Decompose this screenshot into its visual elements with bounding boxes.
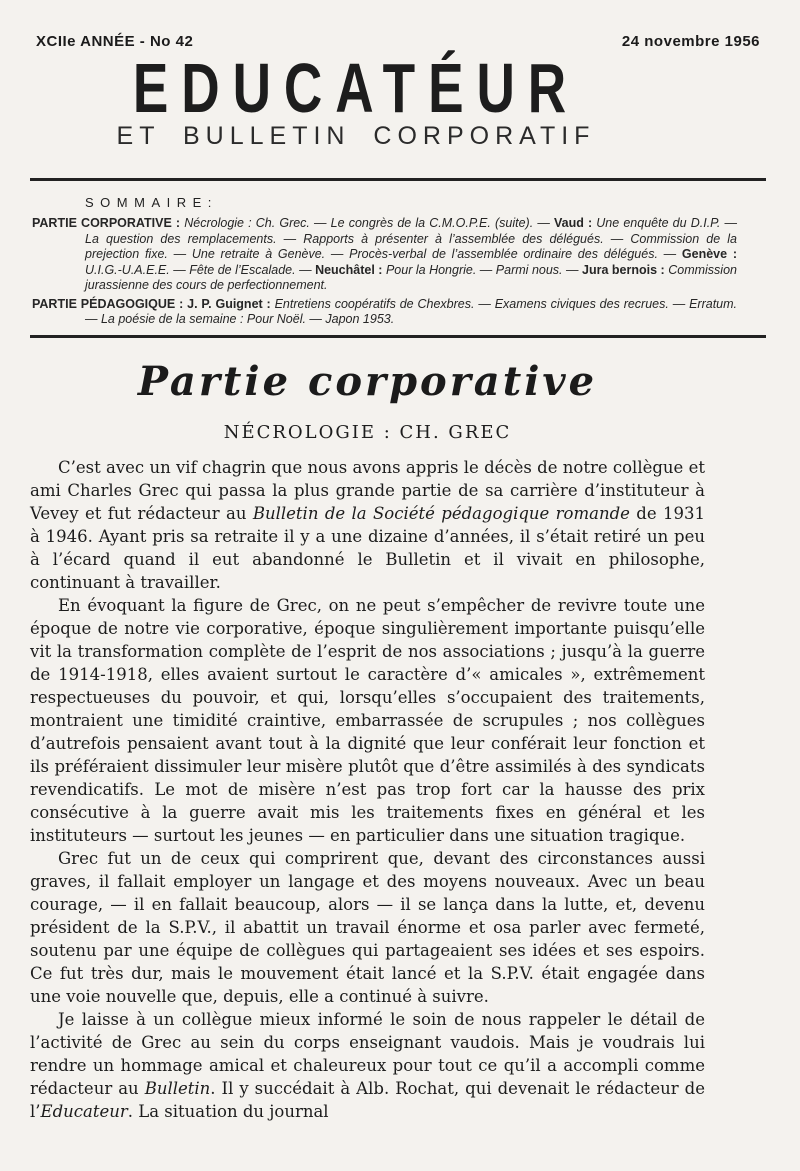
text-segment: Entretiens coopératifs de Chexbres. — Examens civiques des recrues. — Erratum. — La poésie de la semaine : Pour Noël. — Japon 1953. bbox=[85, 296, 738, 326]
text-segment: de 1931 à 1946. Ayant pris sa retraite il y a une dizaine d’années, il s’était retiré un peu à l’écard quand il eut abandonné le Bulletin et il vivait en philosophe, continuant à travailler. bbox=[30, 503, 705, 592]
section-title: Partie corporative bbox=[137, 357, 598, 405]
issue-date: 24 novembre 1956 bbox=[621, 33, 760, 50]
text-segment: Neuchâtel : bbox=[315, 262, 386, 277]
article-paragraph bbox=[30, 1008, 705, 1123]
masthead bbox=[0, 49, 800, 151]
sommaire-entries bbox=[32, 216, 737, 328]
horizontal-rule-top bbox=[30, 178, 766, 181]
article-paragraph bbox=[30, 594, 705, 847]
masthead-subtitle: ET BULLETIN CORPORATIF bbox=[116, 122, 596, 150]
issue-number: XCIIe ANNÉE - No 42 bbox=[36, 33, 194, 50]
text-segment: En évoquant la figure de Grec, on ne peut s’empêcher de revivre toute une époque de notre vie corporative, époque singulièrement importante puisqu’elle vit la transformation complète de l’esprit de nos associations ; jusqu’à la guerre de 1914-1918, elles avaient surtout le caractère d’« amicales », extrêmement respectueuses du pouvoir, et qui, lorsqu’elles s’occupaient des traitements, montraient une timidité craintive, embarrassée de scrupules ; nos collègues d’autrefois pensaient avant tout à la dignité que leur conférait leur fonction et ils préféraient dissimuler leur misère plutôt que d’être assimilés à des syndicats revendicatifs. Le mot de misère n’est pas trop fort car la hausse des prix consécutive à la guerre avait mis les traitements fixes en général et les instituteurs — surtout les jeunes — en particulier dans une situation tragique. bbox=[30, 595, 705, 845]
horizontal-rule-bottom bbox=[30, 335, 766, 338]
text-segment: Educateur bbox=[40, 1101, 128, 1121]
text-segment: Nécrologie : Ch. Grec. — Le congrès de la C.M.O.P.E. (suite). — bbox=[184, 216, 554, 230]
text-segment: Grec fut un de ceux qui comprirent que, devant des circonstances aussi graves, il fallait employer un langage et des moyens nouveaux. Avec un beau courage, — il en fallait beaucoup, alors — il se lança dans la lutte, et, devenu président de la S.P.V., il abattit un travail énorme et osa parler avec fermeté, soutenu par une équipe de collègues qui partageaient ses idées et ses espoirs. Ce fut très dur, mais le mouvement était lancé et la S.P.V. était engagée dans une voie nouvelle que, depuis, elle a continué à suivre. bbox=[30, 848, 705, 1006]
text-segment: Une enquête du D.I.P. — La question des remplacements. — Rapports à présenter à l’assemblée des délégués. — Commission de la prejection fixe. — Une retraite à Genève. — Procès-verbal de l’assemblée ordinaire des délégués. — bbox=[85, 216, 738, 261]
text-segment: Pour la Hongrie. — Parmi nous. — bbox=[385, 262, 583, 277]
text-segment: . La situation du journal bbox=[127, 1101, 329, 1121]
masthead-title: EDUCATÉUR bbox=[132, 49, 580, 127]
issue-header bbox=[0, 0, 800, 50]
text-segment: Je laisse à un collègue mieux informé le soin de nous rappeler le détail de l’activité de Grec au sein du corps enseignant vaudois. Mais je voudrais lui rendre un hommage amical et chaleureux pour tout ce qu’il a accompli comme rédacteur au bbox=[30, 1009, 705, 1098]
text-segment: Vaud : bbox=[553, 216, 597, 230]
text-segment: U.I.G.-U.A.E.E. — Fête de l’Escalade. — bbox=[85, 262, 316, 277]
sommaire-label: SOMMAIRE: bbox=[85, 195, 218, 210]
sommaire-entry-pedagogique bbox=[32, 297, 737, 328]
text-segment: C’est avec un vif chagrin que nous avons appris le décès de notre collègue et ami Charles Grec qui passa la plus grande partie de sa carrière d’instituteur à Vevey et fut rédacteur au bbox=[30, 457, 705, 523]
sommaire-entry-corporative bbox=[32, 216, 737, 294]
text-segment: . Il y succédait à Alb. Rochat, qui devenait le rédacteur de l’ bbox=[30, 1078, 705, 1121]
article-body bbox=[30, 456, 705, 1123]
text-segment: Bulletin bbox=[144, 1078, 211, 1098]
text-segment: PARTIE PÉDAGOGIQUE : J. P. Guignet : bbox=[32, 296, 275, 311]
article-subtitle: NÉCROLOGIE : CH. GREC bbox=[223, 421, 512, 443]
text-segment: Genève : bbox=[681, 247, 737, 261]
text-segment: Bulletin de la Société pédagogique romande bbox=[252, 503, 630, 523]
text-segment: PARTIE CORPORATIVE : bbox=[32, 216, 185, 230]
article-paragraph bbox=[30, 456, 705, 594]
text-segment: Commission jurassienne des cours de perfectionnement. bbox=[85, 262, 737, 292]
sommaire-section bbox=[0, 195, 800, 328]
text-segment: Jura bernois : bbox=[582, 262, 669, 277]
article-paragraph bbox=[30, 847, 705, 1008]
